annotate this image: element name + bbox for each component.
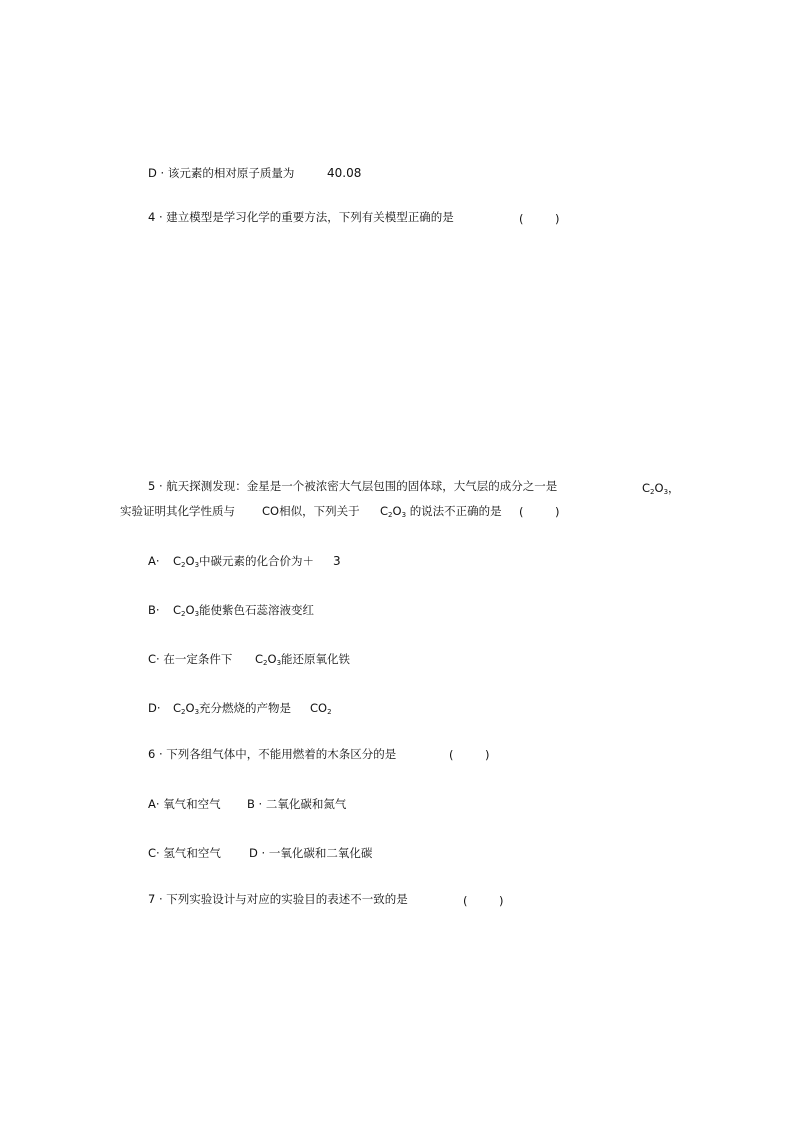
q5-line2-text-a: 实验证明其化学性质与 xyxy=(120,504,235,518)
q5-option-a-body: $C_2O_3$中碳元素的化合价为＋ xyxy=(173,554,315,569)
q5-formula-c2o3-line1: $C_2O_3$， xyxy=(642,481,680,496)
q3-option-d-value: 40.08 xyxy=(327,166,362,180)
q4-sep: · xyxy=(158,210,163,224)
q6-option-c: C· 氢气和空气 xyxy=(148,846,221,860)
q4-text: 建立模型是学习化学的重要方法，下列有关模型正确的是 xyxy=(166,210,454,224)
q6-option-b-text: 二氧化碳和氮气 xyxy=(265,797,347,811)
q5-option-c-text-b: 能还原氧化铁 xyxy=(281,652,351,666)
q6-question xyxy=(148,747,396,761)
q7-text: 下列实验设计与对应的实验目的表述不一致的是 xyxy=(166,892,408,906)
q5-option-c-body: $C_2O_3$能还原氧化铁 xyxy=(255,652,351,667)
q5-line2-co-group xyxy=(262,504,360,518)
q6-paren-open: ( xyxy=(449,748,454,762)
q5-line2-text-b: 相似，下列关于 xyxy=(279,504,360,518)
q5-paren-close: ) xyxy=(555,505,560,519)
q5-sep: · xyxy=(158,479,163,493)
q4-paren-close: ) xyxy=(555,212,560,226)
q5-option-a-value: 3 xyxy=(333,554,341,568)
q6-paren-close: ) xyxy=(485,748,490,762)
q5-number: 5 xyxy=(148,479,156,493)
q5-option-d: D· xyxy=(148,701,161,715)
q6-sep: · xyxy=(158,747,163,761)
q3-option-d-label: D xyxy=(148,166,157,180)
q7-sep: · xyxy=(158,892,163,906)
q7-number: 7 xyxy=(148,892,156,906)
q7-question xyxy=(148,892,408,906)
q6-option-c-text: 氢气和空气 xyxy=(163,846,221,860)
q4-number: 4 xyxy=(148,210,156,224)
q5-option-c-text-a: 在一定条件下 xyxy=(163,652,233,666)
q5-line2-text-c: 的说法不正确的是 xyxy=(409,504,502,518)
q5-option-d-co2: $CO_2$ xyxy=(310,701,332,716)
q6-option-d-text: 一氧化碳和二氧化碳 xyxy=(268,846,373,860)
q5-option-c: C· 在一定条件下 xyxy=(148,652,233,666)
q6-option-a: A· 氧气和空气 xyxy=(148,797,221,811)
q6-option-a-text: 氧气和空气 xyxy=(163,797,221,811)
q3-option-d-text: 该元素的相对原子质量为 xyxy=(167,166,295,180)
q4-paren-open: ( xyxy=(519,212,524,226)
q5-line2-formula-group: $C_2O_3$ 的说法不正确的是 xyxy=(380,504,502,519)
q5-comma: ， xyxy=(668,481,680,495)
q5-option-d-body: $C_2O_3$充分燃烧的产物是 xyxy=(173,701,292,716)
q5-option-a-text: 中碳元素的化合价为＋ xyxy=(199,554,315,568)
q7-paren-open: ( xyxy=(463,894,468,908)
q3-option-d xyxy=(148,166,294,180)
q5-paren-open: ( xyxy=(519,505,524,519)
q5-option-b-text: 能使紫色石蕊溶液变红 xyxy=(199,603,315,617)
q6-option-b: B · 二氧化碳和氮气 xyxy=(247,797,347,811)
q6-text: 下列各组气体中，不能用燃着的木条区分的是 xyxy=(166,747,397,761)
q5-option-b-body: $C_2O_3$能使紫色石蕊溶液变红 xyxy=(173,603,315,618)
q5-co: CO xyxy=(262,504,280,518)
q3-option-d-sep: · xyxy=(160,166,165,180)
q6-number: 6 xyxy=(148,747,156,761)
q5-option-d-text: 充分燃烧的产物是 xyxy=(199,701,292,715)
q4-question xyxy=(148,210,454,224)
q5-question-line1 xyxy=(148,479,557,493)
q5-option-b: B· xyxy=(148,603,160,617)
q6-option-d: D · 一氧化碳和二氧化碳 xyxy=(249,846,373,860)
q7-paren-close: ) xyxy=(499,894,504,908)
q5-option-a: A· xyxy=(148,554,160,568)
q5-line1-text: 航天探测发现：金星是一个被浓密大气层包围的固体球，大气层的成分之一是 xyxy=(166,479,558,493)
